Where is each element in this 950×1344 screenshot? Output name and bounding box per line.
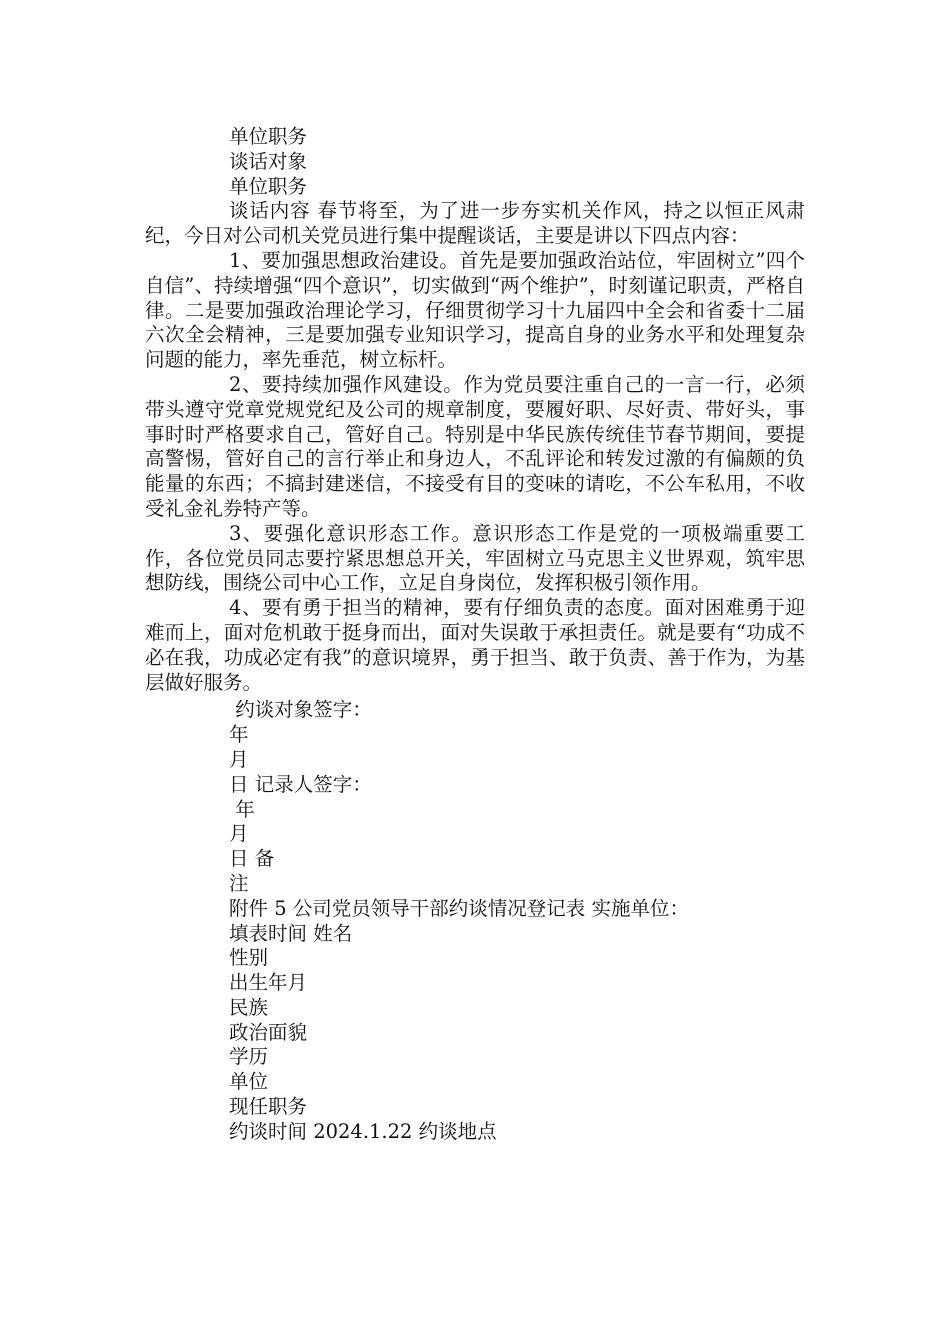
- text-line-political-status: 政治面貌: [229, 1020, 308, 1044]
- paragraph-point-3: 3、要强化意识形态工作。意识形态工作是党的一项极端重要工作，各位党员同志要拧紧思想总开关，牢固树立马克思主义世界观，筑牢思想防线，围绕公司中心工作，立足自身岗位，发挥积极引领作用。: [145, 521, 805, 595]
- text-line-attachment-title: 附件 5 公司党员领导干部约谈情况登记表 实施单位：: [229, 896, 690, 920]
- text-line-fill-time-name: 填表时间 姓名: [229, 921, 353, 945]
- text-line-remarks: 注: [229, 871, 249, 895]
- paragraph-intro: 谈话内容 春节将至，为了进一步夯实机关作风，持之以恒正风肃纪，今日对公司机关党员进行集中提醒谈话，主要是讲以下四点内容：: [145, 199, 805, 248]
- paragraph-point-4: 4、要有勇于担当的精神，要有仔细负责的态度。面对困难勇于迎难而上，面对危机敢于挺身而出，面对失误敢于承担责任。就是要有“功成不必在我，功成必定有我”的意识境界，勇于担当、敢于负责、善于作为，为基层做好服务。: [145, 596, 805, 694]
- paragraph-point-1: 1、要加强思想政治建设。首先是要加强政治站位，牢固树立”四个自信”、持续增强“四个意识”，切实做到“两个维护”，时刻谨记职责，严格自律。二是要加强政治理论学习，仔细贯彻学习十九届四中全会和省委十二届六次全会精神，三是要加强专业知识学习，提高自身的业务水平和处理复杂问题的能力，率先垂范，树立标杆。: [145, 248, 805, 372]
- text-line-month-2: 月: [229, 822, 249, 846]
- text-line-interviewee-signature: 约谈对象签字：: [229, 698, 372, 722]
- text-line-ethnicity: 民族: [229, 995, 269, 1019]
- text-line-year-2: 年: [229, 797, 255, 821]
- paragraph-point-2: 2、要持续加强作风建设。作为党员要注重自己的一言一行，必须带头遵守党章党规党纪及公司的规章制度，要履好职、尽好责、带好头，事事时时严格要求自己，管好自己。特别是中华民族传统佳节春节期间，要提高警惕，管好自己的言行举止和身边人，不乱评论和转发过激的有偏颇的负能量的东西；不搞封建迷信，不接受有目的变味的请吃，不公车私用，不收受礼金礼券特产等。: [145, 372, 805, 520]
- text-line-unit: 单位: [229, 1070, 269, 1094]
- document-page: [145, 125, 805, 1145]
- text-line-unit-position-2: 单位职务: [229, 174, 308, 198]
- text-line-interviewee: 谈话对象: [229, 149, 308, 173]
- text-line-interview-time-place: 约谈时间 2024.1.22 约谈地点: [229, 1119, 497, 1143]
- text-line-month: 月: [229, 747, 249, 771]
- text-line-recorder-signature: 日 记录人签字：: [229, 772, 372, 796]
- text-line-birth-date: 出生年月: [229, 971, 308, 995]
- text-line-current-position: 现任职务: [229, 1095, 308, 1119]
- text-line-day-remarks: 日 备: [229, 847, 275, 871]
- text-line-gender: 性别: [229, 946, 269, 970]
- text-line-education: 学历: [229, 1045, 269, 1069]
- text-line-year: 年: [229, 723, 249, 747]
- text-line-unit-position: 单位职务: [229, 125, 308, 148]
